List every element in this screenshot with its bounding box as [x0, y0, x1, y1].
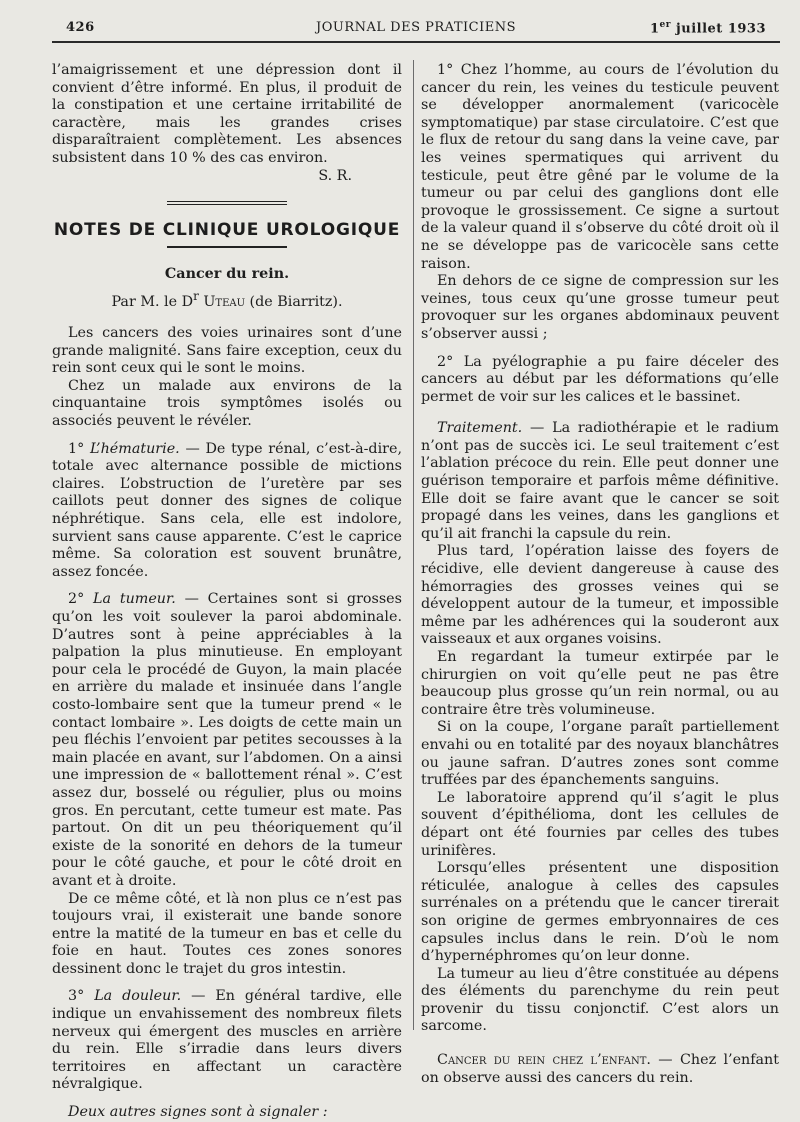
column-divider — [413, 60, 414, 1030]
compression-paragraph: En dehors de ce signe de compression sur les veines, tous ceux qu’une grosse tumeur peut provoquer sur les organes abdominaux peuvent s’observer aussi ; — [421, 273, 779, 342]
section-separator — [167, 201, 287, 205]
running-header — [60, 17, 772, 37]
body-paragraph: En regardant la tumeur extirpée par le chirurgien on voit qu’elle peut ne pas être beaucoup plus grosse qu’un rein normal, ou au contraire être très volumineuse. — [421, 649, 779, 718]
symptom-tumeur: 2° La tumeur. — Certaines sont si grosses qu’on les voit soulever la paroi abdominale. D’autres sont à peine appréciables à la palpation la plus minutieuse. En employant pour cela le procédé de Guyon, la main placée en arrière du malade et insinuée dans l’angle costo-lombaire sent que la tumeur prend « le contact lombaire ». Les doigts de cette main un peu fléchis l’envoient par petites secousses à la main placée en avant, sur l’abdomen. On a ainsi une impression de « ballottement rénal ». C’est assez dur, bosselé ou régulier, plus ou moins gros. En percutant, cette tumeur est mate. Pas partout. On dit un peu théoriquement qu’il existe de la sonorité en dehors de la tumeur pour le côté gauche, et pour le côté droit en avant et à droite. — [52, 591, 402, 889]
symptom-tumeur-continued: De ce même côté, et là non plus ce n’est pas toujours vrai, il existerait une bande sonore entre la matité de la tumeur en bas et celle du foie en haut. Toutes ces zones sonores dessinent donc le trajet du gros intestin. — [52, 890, 402, 977]
section-title: NOTES DE CLINIQUE UROLOGIQUE — [53, 220, 401, 241]
section-title-rule — [167, 246, 287, 248]
closing-line: Deux autres signes sont à signaler : — [68, 1104, 328, 1121]
body-paragraph: Le laboratoire apprend qu’il s’agit le plus souvent d’épithélioma, dont les cellules de départ ont été fournies par celles des tubes urinifères. — [421, 789, 779, 859]
header-rule — [52, 41, 780, 43]
symptom-hematurie: 1° L’hématurie. — De type rénal, c’est-à-dire, totale avec alternance possible de mictions claires. L’obstruction de l’uretère par ses caillots peut donner des signes de colique néphrétique. Sans cela, elle est indolore, survient sans cause apparente. C’est le caprice même. Sa coloration est souvent brunâtre, assez foncée. — [52, 440, 402, 580]
right-column — [421, 62, 779, 1087]
intro-paragraph: Chez un malade aux environs de la cinquantaine trois symptômes isolés ou associés peuvent le révéler. — [52, 377, 402, 430]
child-cancer-paragraph: Cancer du rein chez l’enfant. — Chez l’enfant on observe aussi des cancers du rein. — [421, 1052, 780, 1086]
page-number: 426 — [66, 20, 95, 35]
article-byline: Par M. le $D^r$ Uteau (de Biarritz). — [111, 288, 343, 310]
sign-pyelographie: 2° La pyélographie a pu faire déceler des cancers au début par les déformations qu’elle permet de voir sur les calices et le bassinet. — [421, 353, 779, 405]
journal-title: JOURNAL DES PRATICIENS — [316, 20, 516, 35]
symptom-douleur: 3° La douleur. — En général tardive, elle indique un envahissement des nombreux filets nerveux qui émergent des muscles en arrière du rein. Elle s’irradie dans leurs divers territoires en affectant un caractère névralgique. — [52, 988, 402, 1093]
issue-date: 1er juillet 1933 — [650, 20, 766, 37]
treatment-paragraph: Traitement. — La radiothérapie et le radium n’ont pas de succès ici. Le seul traitement c’est l’ablation précoce du rein. Elle peut donner une guérison temporaire et parfois même définitive. Elle doit se faire avant que le cancer se soit propagé dans les veines, dans les ganglions et qu’il ait franchi la capsule du rein. — [421, 420, 779, 542]
left-column — [52, 62, 402, 1122]
article-title: Cancer du rein. — [164, 266, 290, 283]
intro-paragraph: Les cancers des voies urinaires sont d’une grande malignité. Sans faire exception, ceux du rein sont ceux qui le sont le moins. — [52, 325, 402, 377]
body-paragraph: Si on la coupe, l’organe paraît partiellement envahi ou en totalité par des noyaux blanchâtres ou jaune safran. D’autres zones sont comme truffées par des épanchements sanguins. — [421, 719, 779, 789]
body-paragraph: Plus tard, l’opération laisse des foyers de récidive, elle devient dangereuse à cause des hémorragies des grosses veines qui se développent autour de la tumeur, et impossible même par les adhérences qui la souderont aux vaisseaux et aux organes voisins. — [421, 543, 779, 648]
author-signature: S. R. — [318, 167, 352, 184]
body-paragraph: La tumeur au lieu d’être constituée au dépens des éléments du parenchyme du rein peut provenir du tissu conjonctif. C’est alors un sarcome. — [421, 965, 779, 1035]
continuation-paragraph: l’amaigrissement et une dépression dont il convient d’être informé. En plus, il produit de la constipation et une certaine irritabilité de caractère, mais les grandes crises disparaîtraient complètement. Les absences subsistent dans 10 % des cas environ. — [52, 62, 402, 166]
sign-varicocele: 1° Chez l’homme, au cours de l’évolution du cancer du rein, les veines du testicule peuvent se développer anormalement (varicocèle symptomatique) par stase circulatoire. C’est que le flux de retour du sang dans la veine cave, par les veines spermatiques qui arrivent du testicule, peut être gêné par le volume de la tumeur ou par celui des ganglions dont elle provoque le grossissement. Ce signe a surtout de la valeur quand il s’observe du côté droit où il ne se développe pas de varicocèle sans cette raison. — [421, 62, 779, 272]
body-paragraph: Lorsqu’elles présentent une disposition réticulée, analogue à celles des capsules surrénales on a prétendu que le cancer tirerait son origine de germes embryonnaires de ces capsules inclus dans le rein. D’où le nom d’hypernéphromes qu’on leur donne. — [421, 860, 779, 965]
